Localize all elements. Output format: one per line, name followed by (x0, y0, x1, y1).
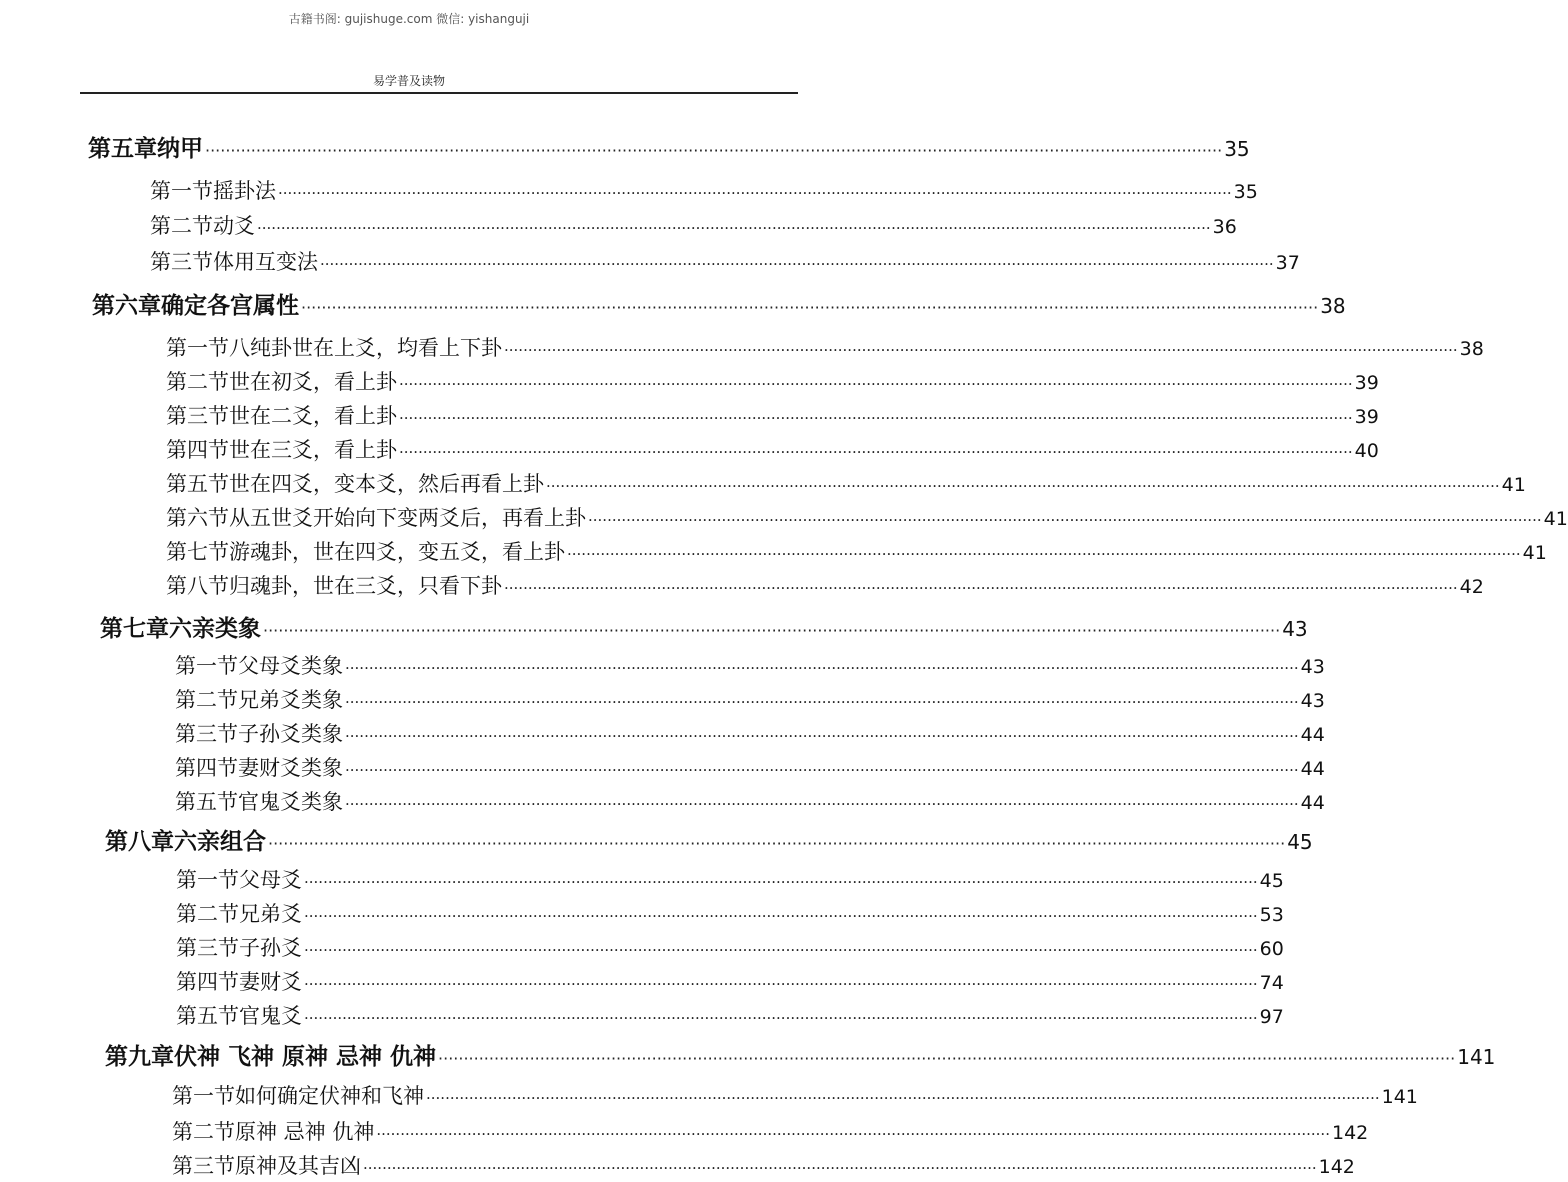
section-page-number: 43 (1300, 656, 1325, 678)
section-number: 第四节 (175, 756, 238, 780)
section-page-number: 43 (1300, 690, 1325, 712)
section-title: 子孙爻 (239, 936, 302, 960)
chapter-title: 伏神 飞神 原神 忌神 仇神 (174, 1044, 437, 1070)
section-page-number: 41 (1522, 542, 1547, 564)
section-number: 第三节 (166, 404, 229, 428)
leader-dots: ········································································································································································································ (363, 1159, 1317, 1177)
leader-dots: ········································································································································································································ (345, 795, 1299, 813)
section-page-number: 45 (1259, 870, 1284, 892)
section-number: 第二节 (150, 214, 213, 238)
section-page-number: 39 (1354, 406, 1379, 428)
section-title: 官鬼爻类象 (238, 790, 343, 814)
section-entry (176, 864, 1284, 892)
section-number: 第四节 (166, 438, 229, 462)
section-title: 原神 忌神 仇神 (235, 1120, 375, 1144)
leader-dots: ········································································································································································································ (304, 941, 1258, 959)
leader-dots: ········································································································································································································ (304, 975, 1258, 993)
section-entry (166, 366, 1379, 394)
section-title: 世在三爻，看上卦 (229, 438, 397, 462)
section-entry (176, 898, 1284, 926)
chapter-title: 六亲组合 (174, 829, 266, 855)
section-entry (176, 932, 1284, 960)
section-title: 子孙爻类象 (238, 722, 343, 746)
section-entry (176, 1000, 1284, 1028)
leader-dots: ········································································································································································································ (345, 727, 1299, 745)
leader-dots: ········································································································································································································ (438, 1049, 1456, 1068)
section-number: 第一节 (176, 868, 239, 892)
section-page-number: 35 (1233, 181, 1258, 203)
section-number: 第二节 (172, 1120, 235, 1144)
section-title: 官鬼爻 (239, 1004, 302, 1028)
section-title: 世在二爻，看上卦 (229, 404, 397, 428)
section-title: 妻财爻类象 (238, 756, 343, 780)
section-number: 第五节 (175, 790, 238, 814)
chapter-entry (92, 287, 1346, 319)
section-page-number: 97 (1259, 1006, 1284, 1028)
section-number: 第三节 (172, 1154, 235, 1178)
leader-dots: ········································································································································································································ (304, 1009, 1258, 1027)
chapter-page-number: 45 (1287, 830, 1313, 854)
section-page-number: 74 (1259, 972, 1284, 994)
section-page-number: 142 (1331, 1122, 1369, 1144)
chapter-page-number: 43 (1282, 617, 1308, 641)
section-entry (166, 468, 1526, 496)
section-number: 第五节 (166, 472, 229, 496)
leader-dots: ········································································································································································································ (278, 184, 1232, 202)
section-entry (166, 502, 1568, 530)
section-entry (150, 246, 1300, 274)
section-entry (166, 570, 1484, 598)
chapter-entry (100, 610, 1308, 642)
leader-dots: ········································································································································································································ (304, 907, 1258, 925)
section-page-number: 60 (1259, 938, 1284, 960)
section-number: 第一节 (166, 336, 229, 360)
watermark-text: 古籍书阁: gujishuge.com 微信: yishanguji (288, 12, 530, 26)
chapter-title: 确定各宫属性 (161, 293, 299, 319)
chapter-number: 第七章 (100, 616, 169, 642)
section-entry (175, 718, 1325, 746)
section-number: 第三节 (176, 936, 239, 960)
section-page-number: 38 (1459, 338, 1484, 360)
leader-dots: ········································································································································································································ (268, 834, 1286, 853)
chapter-title: 纳甲 (157, 136, 203, 162)
leader-dots: ········································································································································································································ (567, 545, 1521, 563)
section-entry (172, 1080, 1418, 1108)
section-number: 第八节 (166, 574, 229, 598)
section-entry (172, 1150, 1355, 1178)
section-title: 世在初爻，看上卦 (229, 370, 397, 394)
leader-dots: ········································································································································································································ (399, 375, 1353, 393)
section-entry (166, 434, 1379, 462)
section-title: 父母爻 (239, 868, 302, 892)
section-entry (176, 966, 1284, 994)
section-number: 第三节 (175, 722, 238, 746)
leader-dots: ········································································································································································································ (301, 298, 1319, 317)
leader-dots: ········································································································································································································ (320, 255, 1274, 273)
chapter-entry (88, 130, 1250, 162)
section-number: 第三节 (150, 250, 213, 274)
chapter-entry (105, 823, 1313, 855)
section-page-number: 44 (1300, 724, 1325, 746)
section-number: 第二节 (175, 688, 238, 712)
chapter-number: 第九章 (105, 1044, 174, 1070)
section-entry (175, 650, 1325, 678)
leader-dots: ········································································································································································································ (504, 341, 1458, 359)
section-entry (150, 210, 1237, 238)
chapter-title: 六亲类象 (169, 616, 261, 642)
leader-dots: ········································································································································································································ (504, 579, 1458, 597)
leader-dots: ········································································································································································································ (345, 659, 1299, 677)
section-title: 兄弟爻 (239, 902, 302, 926)
section-number: 第五节 (176, 1004, 239, 1028)
section-number: 第二节 (166, 370, 229, 394)
section-page-number: 40 (1354, 440, 1379, 462)
section-title: 妻财爻 (239, 970, 302, 994)
leader-dots: ········································································································································································································ (345, 693, 1299, 711)
chapter-number: 第六章 (92, 293, 161, 319)
leader-dots: ········································································································································································································ (588, 511, 1542, 529)
section-number: 第一节 (172, 1084, 235, 1108)
section-title: 从五世爻开始向下变两爻后，再看上卦 (229, 506, 586, 530)
section-title: 动爻 (213, 214, 255, 238)
leader-dots: ········································································································································································································ (257, 219, 1211, 237)
section-page-number: 44 (1300, 758, 1325, 780)
section-entry (166, 536, 1547, 564)
section-entry (175, 786, 1325, 814)
chapter-number: 第五章 (88, 136, 157, 162)
section-page-number: 39 (1354, 372, 1379, 394)
section-title: 归魂卦，世在三爻，只看下卦 (229, 574, 502, 598)
section-page-number: 142 (1318, 1156, 1355, 1178)
running-head: 易学普及读物 (372, 74, 445, 88)
section-page-number: 42 (1459, 576, 1484, 598)
section-entry (150, 175, 1258, 203)
section-title: 父母爻类象 (238, 654, 343, 678)
leader-dots: ········································································································································································································ (426, 1089, 1380, 1107)
section-page-number: 53 (1259, 904, 1284, 926)
leader-dots: ········································································································································································································ (263, 621, 1281, 640)
section-entry (166, 400, 1379, 428)
section-number: 第七节 (166, 540, 229, 564)
section-entry (172, 1116, 1369, 1144)
section-number: 第四节 (176, 970, 239, 994)
chapter-page-number: 35 (1224, 137, 1250, 161)
chapter-entry (105, 1038, 1496, 1070)
leader-dots: ········································································································································································································ (205, 141, 1223, 160)
section-title: 如何确定伏神和飞神 (235, 1084, 424, 1108)
section-title: 体用互变法 (213, 250, 318, 274)
section-title: 兄弟爻类象 (238, 688, 343, 712)
leader-dots: ········································································································································································································ (304, 873, 1258, 891)
section-entry (175, 684, 1325, 712)
section-number: 第二节 (176, 902, 239, 926)
section-title: 游魂卦，世在四爻，变五爻，看上卦 (229, 540, 565, 564)
section-page-number: 37 (1275, 252, 1300, 274)
section-entry (175, 752, 1325, 780)
section-title: 世在四爻，变本爻，然后再看上卦 (229, 472, 544, 496)
section-number: 第六节 (166, 506, 229, 530)
section-page-number: 36 (1212, 216, 1237, 238)
section-title: 原神及其吉凶 (235, 1154, 361, 1178)
section-number: 第一节 (150, 179, 213, 203)
section-page-number: 41 (1543, 508, 1568, 530)
section-title: 八纯卦世在上爻，均看上下卦 (229, 336, 502, 360)
leader-dots: ········································································································································································································ (399, 443, 1353, 461)
section-page-number: 141 (1381, 1086, 1418, 1108)
chapter-page-number: 38 (1320, 294, 1346, 318)
leader-dots: ········································································································································································································ (399, 409, 1353, 427)
chapter-number: 第八章 (105, 829, 174, 855)
section-page-number: 41 (1501, 474, 1526, 496)
section-title: 摇卦法 (213, 179, 276, 203)
section-entry (166, 332, 1484, 360)
section-number: 第一节 (175, 654, 238, 678)
leader-dots: ········································································································································································································ (376, 1125, 1330, 1143)
leader-dots: ········································································································································································································ (345, 761, 1299, 779)
leader-dots: ········································································································································································································ (546, 477, 1500, 495)
chapter-page-number: 141 (1457, 1045, 1496, 1069)
section-page-number: 44 (1300, 792, 1325, 814)
